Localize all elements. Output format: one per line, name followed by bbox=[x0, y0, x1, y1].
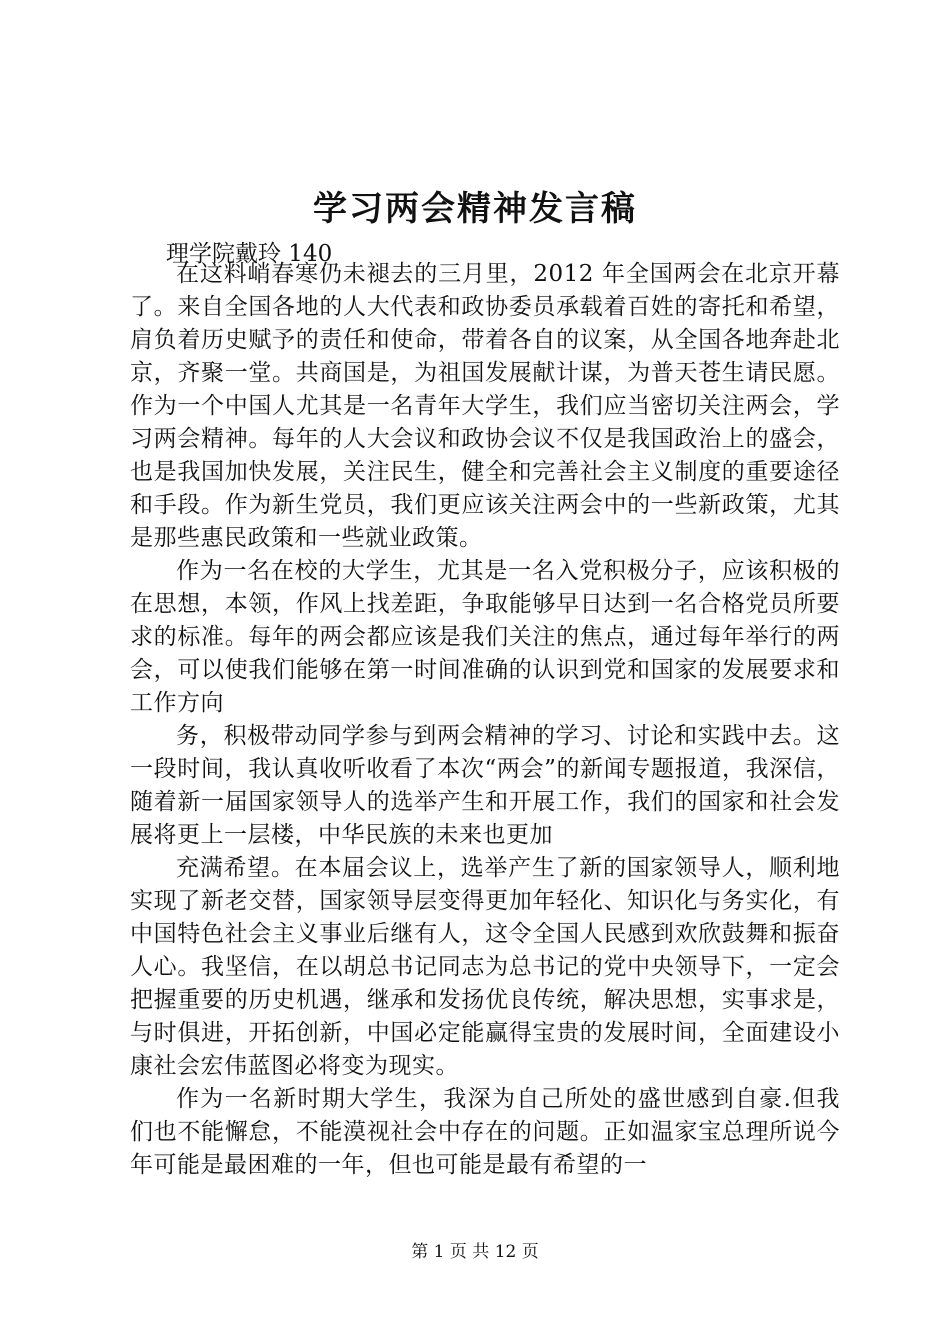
paragraph: 在这料峭春寒仍未褪去的三月里，2012 年全国两会在北京开幕了。来自全国各地的人大代表和政协委员承载着百姓的寄托和希望，肩负着历史赋予的责任和使命，带着各自的议案，从全国各地奔赴北京，齐聚一堂。共商国是，为祖国发展献计谋，为普天苍生请民愿。作为一个中国人尤其是一名青年大学生，我们应当密切关注两会，学习两会精神。每年的人大会议和政协会议不仅是我国政治上的盛会，也是我国加快发展，关注民生，健全和完善社会主义制度的重要途径和手段。作为新生党员，我们更应该关注两会中的一些新政策，尤其是那些惠民政策和一些就业政策。 bbox=[130, 261, 840, 551]
page-footer: 第 1 页 共 12 页 bbox=[411, 1242, 539, 1262]
paragraph: 务，积极带动同学参与到两会精神的学习、讨论和实践中去。这一段时间，我认真收听收看了本次“两会”的新闻专题报道，我深信，随着新一届国家领导人的选举产生和开展工作，我们的国家和社会发展将更上一层楼，中华民族的未来也更加 bbox=[130, 723, 840, 848]
author-line: 理学院戴玲 140 bbox=[166, 241, 333, 267]
paragraph: 充满希望。在本届会议上，选举产生了新的国家领导人，顺利地实现了新老交替，国家领导层变得更加年轻化、知识化与务实化，有中国特色社会主义事业后继有人，这令全国人民感到欢欣鼓舞和振奋人心。我坚信，在以胡总书记同志为总书记的党中央领导下，一定会把握重要的历史机遇，继承和发扬优良传统，解决思想，实事求是，与时俱进，开拓创新，中国必定能赢得宝贵的发展时间，全面建设小康社会宏伟蓝图必将变为现实。 bbox=[130, 855, 840, 1079]
paragraph: 作为一名在校的大学生，尤其是一名入党积极分子，应该积极的在思想，本领，作风上找差距，争取能够早日达到一名合格党员所要求的标准。每年的两会都应该是我们关注的焦点，通过每年举行的两会，可以使我们能够在第一时间准确的认识到党和国家的发展要求和工作方向 bbox=[130, 558, 840, 716]
paragraph: 作为一名新时期大学生，我深为自己所处的盛世感到自豪.但我们也不能懈怠，不能漠视社会中存在的问题。正如温家宝总理所说今年可能是最困难的一年，但也可能是最有希望的一 bbox=[130, 1086, 840, 1178]
document-title: 学习两会精神发言稿 bbox=[313, 189, 637, 229]
document-body bbox=[130, 258, 840, 1182]
